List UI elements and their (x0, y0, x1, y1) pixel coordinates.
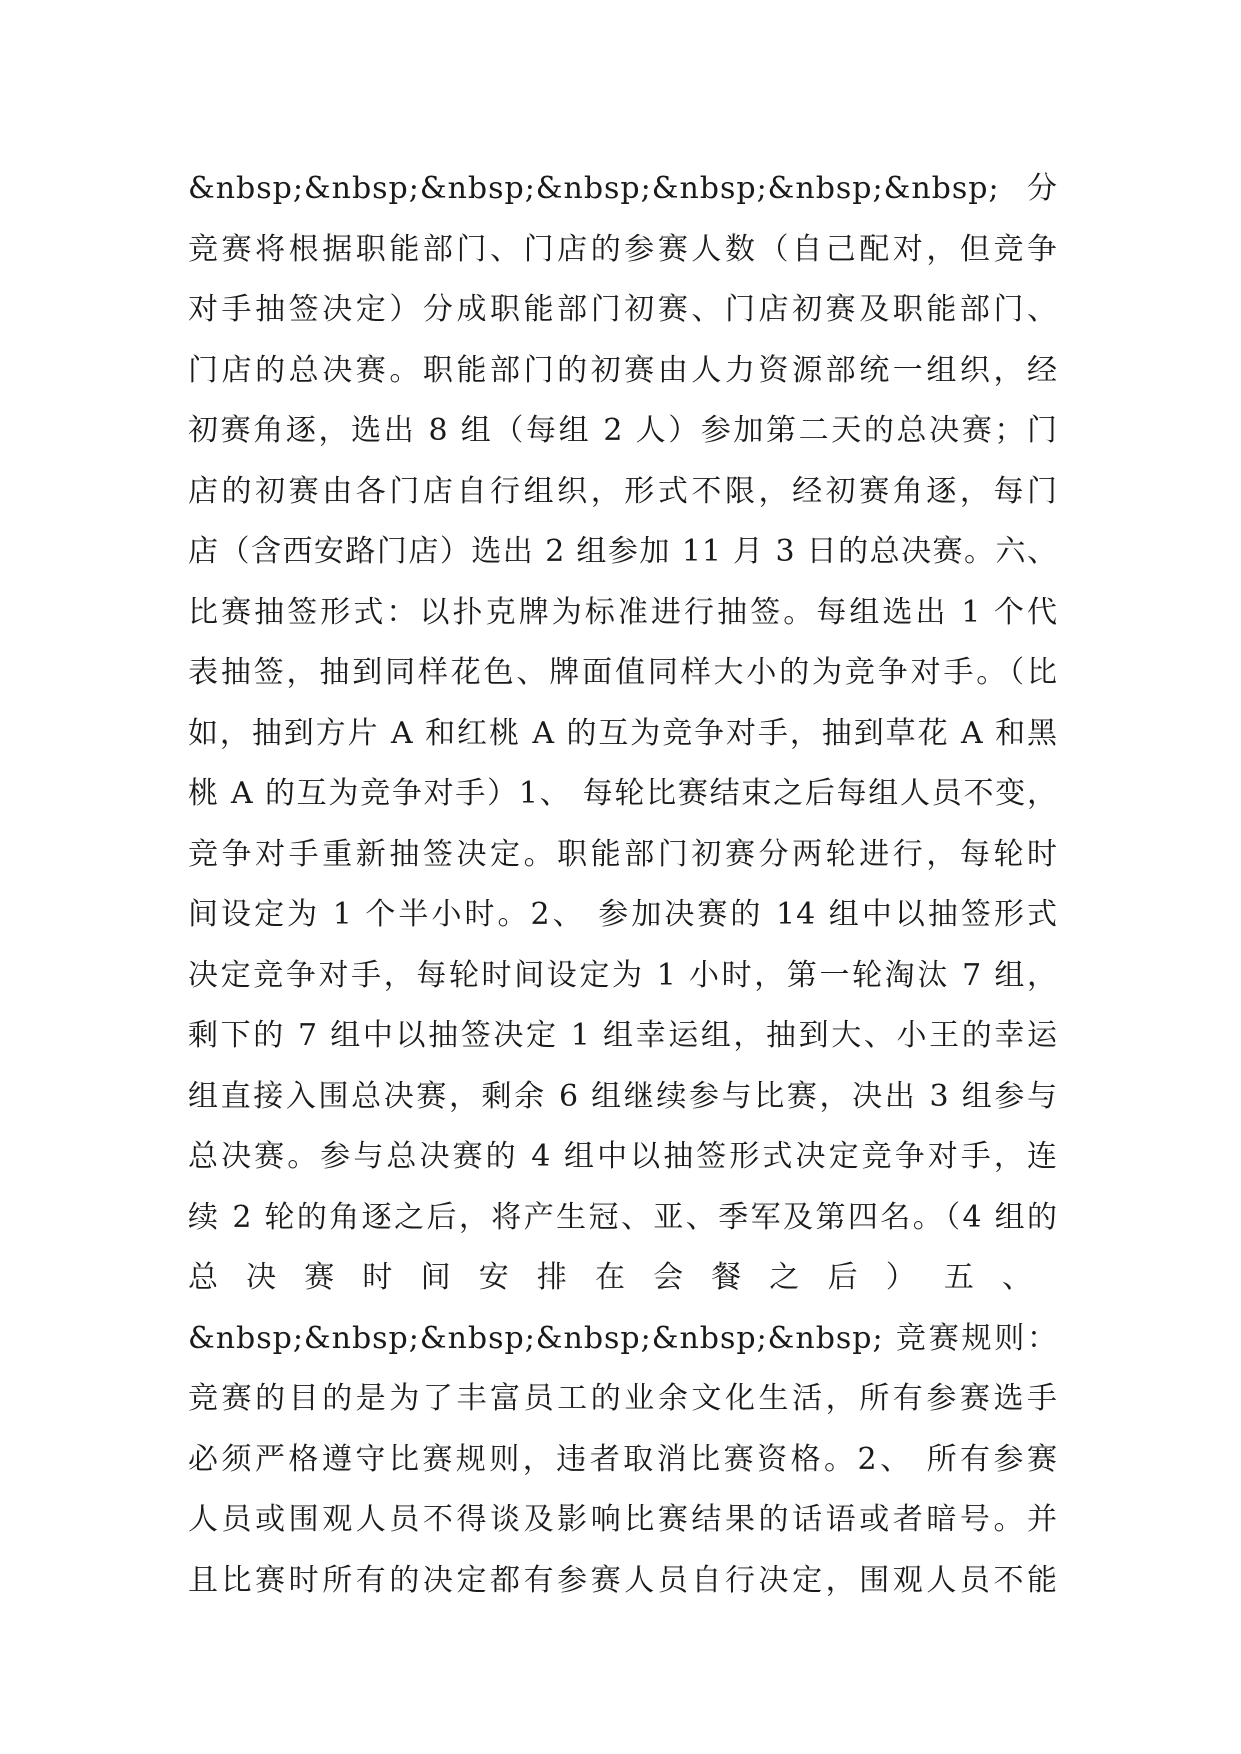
text-line: 决定竞争对手，每轮时间设定为 1 小时，第一轮淘汰 7 组， (188, 957, 1058, 993)
text-line: 表抽签，抽到同样花色、牌面值同样大小的为竞争对手。（比 (188, 655, 1058, 690)
text-line: &nbsp;&nbsp;&nbsp;&nbsp;&nbsp;&nbsp; 竞赛规则： (188, 1320, 1058, 1356)
text-line: 总决赛时间安排在会餐之后）五、 (188, 1260, 1058, 1295)
text-line: 间设定为 1 个半小时。2、 参加决赛的 14 组中以抽签形式 (188, 897, 1058, 932)
text-line: 竞赛的目的是为了丰富员工的业余文化生活，所有参赛选手 (188, 1381, 1058, 1416)
text-line: &nbsp;&nbsp;&nbsp;&nbsp;&nbsp;&nbsp;&nbsp; 分 (188, 171, 1058, 206)
text-line: 续 2 轮的角逐之后，将产生冠、亚、季军及第四名。（4 组的 (188, 1199, 1058, 1235)
text-line: 门店的总决赛。职能部门的初赛由人力资源部统一组织，经 (188, 352, 1058, 388)
text-line: 组直接入围总决赛，剩余 6 组继续参与比赛，决出 3 组参与 (188, 1078, 1058, 1114)
text-line: 且比赛时所有的决定都有参赛人员自行决定，围观人员不能 (188, 1562, 1058, 1598)
text-line: 人员或围观人员不得谈及影响比赛结果的话语或者暗号。并 (188, 1502, 1058, 1537)
text-line: 竞赛将根据职能部门、门店的参赛人数（自己配对，但竞争 (188, 231, 1058, 267)
text-line: 店的初赛由各门店自行组织，形式不限，经初赛角逐，每门 (188, 473, 1058, 509)
text-line: 如，抽到方片 A 和红桃 A 的互为竞争对手，抽到草花 A 和黑 (188, 715, 1058, 751)
text-line: 必须严格遵守比赛规则，违者取消比赛资格。2、 所有参赛 (188, 1441, 1058, 1477)
text-line: 比赛抽签形式：以扑克牌为标准进行抽签。每组选出 1 个代 (188, 594, 1058, 630)
text-line: 对手抽签决定）分成职能部门初赛、门店初赛及职能部门、 (188, 292, 1058, 327)
text-line: 桃 A 的互为竞争对手）1、 每轮比赛结束之后每组人员不变， (188, 776, 1058, 811)
text-line: 总决赛。参与总决赛的 4 组中以抽签形式决定竞争对手，连 (188, 1139, 1058, 1174)
text-line: 剩下的 7 组中以抽签决定 1 组幸运组，抽到大、小王的幸运 (188, 1018, 1058, 1053)
document-body (188, 159, 1058, 1611)
text-line: 初赛角逐，选出 8 组（每组 2 人）参加第二天的总决赛；门 (188, 413, 1058, 448)
text-line: 店（含西安路门店）选出 2 组参加 11 月 3 日的总决赛。六、 (188, 534, 1058, 569)
text-line: 竞争对手重新抽签决定。职能部门初赛分两轮进行，每轮时 (188, 836, 1058, 872)
